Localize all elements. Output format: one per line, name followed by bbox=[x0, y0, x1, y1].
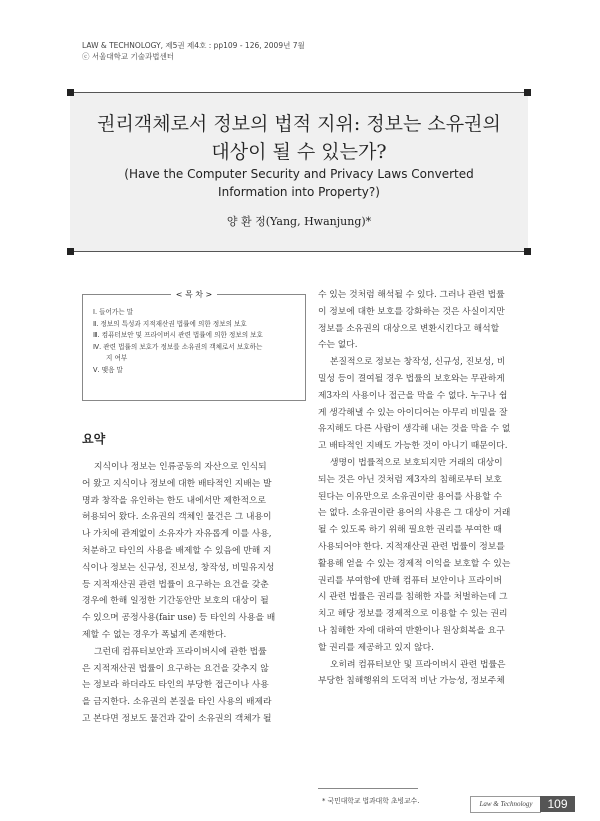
body-line: 나 가치에 관계없이 소유자가 자유롭게 이를 사용, bbox=[82, 529, 272, 540]
body-line: 식이나 정보는 신규성, 진보성, 창작성, 비밀유지성 bbox=[82, 562, 275, 573]
author: 양 환 정(Yang, Hwanjung)* bbox=[226, 215, 372, 228]
copyright-line: ⓒ 서울대학교 기술과법센터 bbox=[82, 52, 174, 61]
right-column-body bbox=[318, 287, 510, 690]
body-line: 는 정보라 하더라도 타인의 부당한 접근이나 사용 bbox=[82, 680, 269, 691]
corner-mark bbox=[524, 248, 531, 255]
body-line: 부당한 침해행위의 도덕적 비난 가능성, 정보주체 bbox=[318, 676, 505, 687]
journal-header bbox=[82, 40, 305, 62]
title-english-line-2: Information into Property?) bbox=[218, 185, 380, 199]
body-line: 그런데 컴퓨터보안과 프라이버시에 관한 법률 bbox=[94, 646, 267, 657]
body-line: 나 침해한 자에 대하여 반환이나 원상회복을 요구 bbox=[318, 625, 505, 636]
body-line: 권리를 부여함에 반해 컴퓨터 보안이나 프라이버 bbox=[318, 575, 502, 586]
body-line: 은 지적재산권 법률이 요구하는 요건을 갖추지 않 bbox=[82, 663, 269, 674]
toc-item: Ⅱ. 정보의 특성과 지적재산권 법률에 의한 정보의 보호 bbox=[93, 319, 247, 328]
title-korean-line-2: 대상이 될 수 있는가? bbox=[211, 141, 387, 163]
toc-item: Ⅴ. 맺음 말 bbox=[93, 365, 123, 374]
body-line: 할 권리를 제공하고 있지 않다. bbox=[318, 642, 434, 653]
corner-mark bbox=[524, 89, 531, 96]
title-korean-line-1: 권리객체로서 정보의 법적 지위: 정보는 소유권의 bbox=[97, 113, 501, 135]
body-line: 경우에 한해 일정한 기간동안만 보호의 대상이 될 bbox=[82, 596, 269, 607]
body-line: 된다는 이유만으로 소유권이란 용어를 사용할 수 bbox=[318, 491, 502, 502]
footnote-divider bbox=[318, 788, 418, 789]
body-line: 을 금지한다. 소유권의 본질을 타인 사용의 배제라 bbox=[82, 697, 272, 708]
body-line: 시 관련 법률은 권리를 침해한 자를 처벌하는데 그 bbox=[318, 592, 508, 603]
body-line: 사용되어야 한다. 지적재산권 관련 법률이 정보를 bbox=[318, 541, 505, 552]
body-line: 등 지적재산권 관련 법률이 요구하는 요건을 갖춘 bbox=[82, 579, 269, 590]
title-english-line-1: (Have the Computer Security and Privacy Laws Converted bbox=[124, 167, 474, 181]
body-line: 수 있는 것처럼 해석될 수 있다. 그러나 관련 법률 bbox=[318, 290, 505, 300]
body-line: 정보를 소유권의 대상으로 변환시킨다고 해석할 bbox=[318, 323, 500, 334]
body-line: 게 생각해낼 수 있는 아이디어는 아무리 비밀을 잘 bbox=[318, 407, 508, 418]
body-line: 오히려 컴퓨터보안 및 프라이버시 관련 법률은 bbox=[330, 659, 506, 670]
body-line: 어 왔고 지식이나 정보에 대한 배타적인 지배는 발 bbox=[82, 478, 272, 489]
footnote: * 국민대학교 법과대학 초빙교수. bbox=[322, 797, 420, 805]
abstract-heading: 요약 bbox=[82, 432, 106, 446]
journal-name-tab: Law & Technology bbox=[470, 796, 541, 813]
corner-mark bbox=[67, 248, 74, 255]
body-line: 이 정보에 대한 보호를 강화하는 것은 사실이지만 bbox=[318, 306, 505, 317]
body-line: 본질적으로 정보는 창작성, 신규성, 진보성, 비 bbox=[330, 357, 506, 368]
body-line: 는 없다. 소유권이란 용어의 사용은 그 대상이 거래 bbox=[318, 508, 511, 519]
body-line: 지식이나 정보는 인류공동의 자산으로 인식되 bbox=[94, 462, 267, 472]
body-line: 제3자의 사용이나 접근을 막을 수 없다. 누구나 쉽 bbox=[318, 390, 508, 401]
body-line: 허용되어 왔다. 소유권의 객체인 물건은 그 내용이 bbox=[82, 512, 272, 523]
toc-item: Ⅳ. 관련 법률의 보호가 정보를 소유권의 객체로서 보호하는 bbox=[93, 342, 263, 351]
body-line: 수는 없다. bbox=[318, 340, 358, 351]
body-line: 고 배타적인 지배도 가능한 것이 아니기 때문이다. bbox=[318, 441, 508, 452]
body-line: 명과 창작을 유인하는 한도 내에서만 제한적으로 bbox=[82, 495, 266, 506]
body-line: 될 수 있도록 하기 위해 필요한 권리를 부여한 때 bbox=[318, 525, 502, 536]
toc-title: < 목 차 > bbox=[171, 290, 218, 299]
body-line: 활용해 얻을 수 있는 경제적 이익을 보호할 수 있는 bbox=[318, 558, 511, 569]
body-line: 수 있으며 공정사용(fair use) 등 타인의 사용을 배 bbox=[82, 613, 276, 624]
toc-item: Ⅲ. 컴퓨터보안 및 프라이버시 관련 법률에 의한 정보의 보호 bbox=[93, 331, 263, 339]
body-line: 처분하고 타인의 사용을 배제할 수 있음에 반해 지 bbox=[82, 545, 272, 556]
page-number: 109 bbox=[540, 796, 575, 812]
corner-mark bbox=[67, 89, 74, 96]
journal-citation: LAW & TECHNOLOGY, 제5권 제4호 : pp109 - 126, 2009년 7월 bbox=[82, 41, 305, 50]
abstract-body bbox=[82, 459, 275, 728]
toc-list bbox=[93, 307, 263, 376]
body-line: 치고 해당 정보를 경제적으로 이용할 수 있는 권리 bbox=[318, 609, 508, 620]
body-line: 고 본다면 정보도 물건과 같이 소유권의 객체가 될 bbox=[82, 713, 272, 724]
table-of-contents bbox=[82, 290, 306, 401]
body-line: 제할 수 없는 경우가 폭넓게 존재한다. bbox=[82, 629, 227, 640]
toc-item: Ⅰ. 들어가는 말 bbox=[93, 308, 134, 316]
body-line: 밀성 등이 결여될 경우 법률의 보호와는 무관하게 bbox=[318, 373, 505, 384]
body-line: 유지해도 다른 사람이 생각해 내는 것을 막을 수 없 bbox=[318, 424, 511, 435]
body-line: 되는 것은 아닌 것처럼 제3자의 침해로부터 보호 bbox=[318, 474, 502, 485]
toc-item-continuation: 지 여부 bbox=[106, 354, 128, 362]
title-box bbox=[70, 92, 528, 252]
body-line: 생명이 법률적으로 보호되지만 거래의 대상이 bbox=[330, 457, 503, 468]
